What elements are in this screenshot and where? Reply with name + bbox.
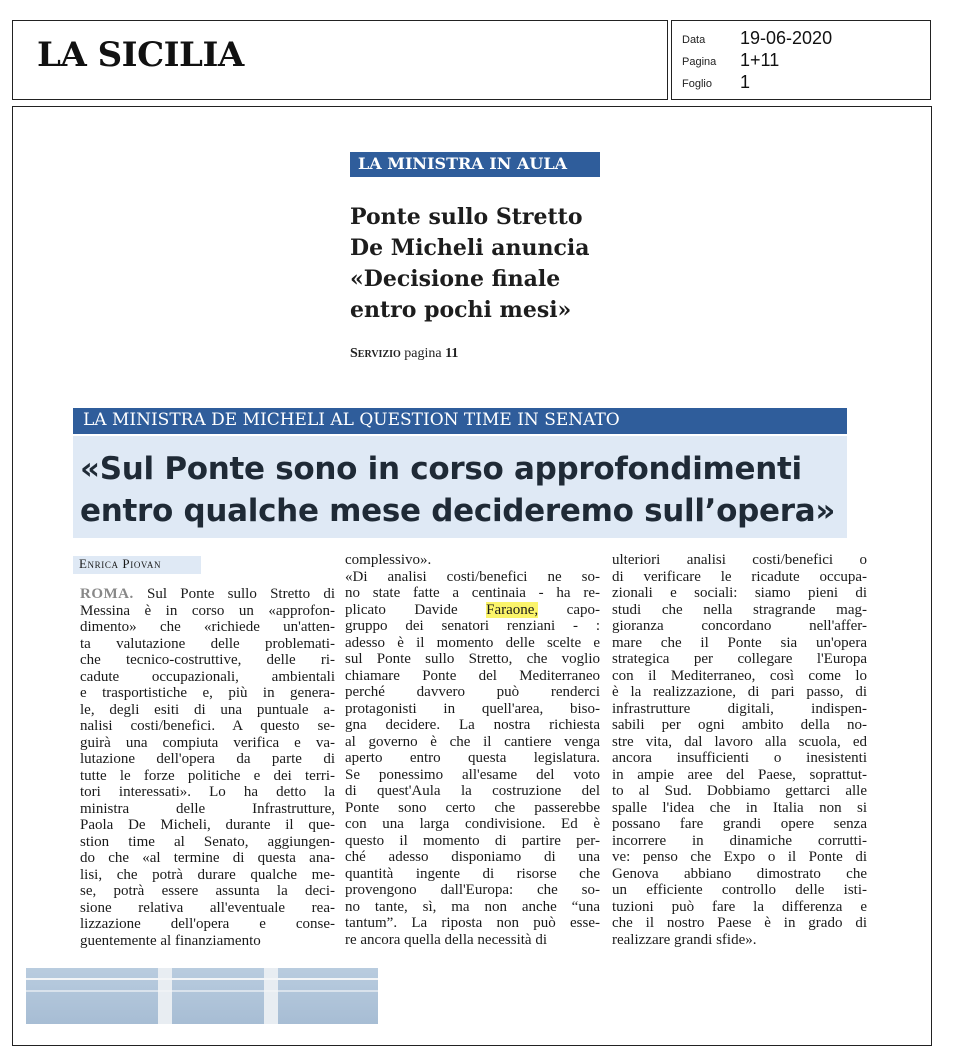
- article-headline: [80, 448, 850, 532]
- article-line: ta valutazione delle problemati-: [80, 635, 335, 652]
- article-line: Genova abbiano dimostrato che: [612, 865, 867, 882]
- headline-line: entro qualche mese decideremo sull’opera»: [80, 493, 836, 529]
- article-line: Messina è in corso un «approfon-: [80, 602, 335, 619]
- meta-date-value: 19-06-2020: [740, 28, 833, 48]
- article-line-text: plicato Davide: [345, 601, 487, 618]
- article-line: to al Sud. Dobbiamo gettarci alle: [612, 783, 867, 799]
- article-line: ancora insufficienti o inesistenti: [612, 750, 867, 766]
- article-line: adesso è il momento delle scelte e: [345, 634, 600, 651]
- meta-date-label: Data: [682, 34, 706, 46]
- article-line: tantum”. La riposta non può esse-: [345, 915, 600, 931]
- article-line: nalisi costi/benefici. A questo se-: [80, 718, 335, 734]
- meta-sheet-value: 1: [740, 72, 751, 92]
- article-line: sabili per ogni ambito della no-: [612, 717, 867, 733]
- author-byline: Enrica Piovan: [73, 556, 201, 574]
- article-line: sul Ponte sullo Stretto, che voglio: [345, 651, 600, 667]
- masthead-logo: LA SICILIA: [37, 35, 244, 75]
- article-line: [80, 586, 335, 603]
- article-line: mare che il Ponte sia un'opera: [612, 634, 867, 651]
- article-line: stre vita, dal lavoro alla scuola, ed: [612, 733, 867, 750]
- article-column-1: [80, 586, 335, 949]
- servizio-word: Servizio: [350, 346, 401, 361]
- article-line: guirà una compiuta verifica e va-: [80, 734, 335, 751]
- front-title: [350, 202, 650, 326]
- photo-cable: [26, 978, 378, 980]
- meta-page-value: 1+11: [740, 50, 780, 70]
- article-line: re ancora quella della necessità di: [345, 931, 547, 948]
- article-line: tutte le forze politiche e dei terri-: [80, 767, 335, 784]
- highlighted-name: Faraone,: [486, 601, 539, 618]
- article-line: incorrere in dinamiche corrutti-: [612, 832, 867, 849]
- front-kicker: LA MINISTRA IN AULA: [350, 152, 600, 177]
- article-line: realizzare grandi sfide».: [612, 931, 757, 948]
- article-line: gruppo dei senatori renziani - :: [345, 618, 600, 634]
- article-line: protagonisti in quell'area, biso-: [345, 700, 600, 717]
- servizio-page-number: 11: [445, 346, 459, 361]
- article-line: spalle l'idea che in Italia non si: [612, 799, 867, 816]
- photo-cable: [26, 990, 378, 992]
- article-line: stion time al Senato, aggiungen-: [80, 833, 335, 850]
- article-line: e trasportistiche e, più in genera-: [80, 685, 335, 701]
- masthead-box: [12, 20, 668, 100]
- servizio-page-word: pagina: [404, 346, 442, 361]
- article-line: guentemente al finanziamento: [80, 932, 261, 949]
- article-line: ministra delle Infrastrutture,: [80, 800, 335, 817]
- article-line: [345, 602, 600, 619]
- article-line: tuzioni può fare la differenza e: [612, 898, 867, 915]
- front-title-line: entro pochi mesi»: [350, 297, 572, 323]
- article-line: no state fatte a centinaia - ha re-: [345, 585, 600, 601]
- photo-pylon: [158, 968, 172, 1024]
- article-line: zionali e sociali: siamo pieni di: [612, 585, 867, 601]
- article-line: Ponte sono certo che passerebbe: [345, 799, 600, 816]
- article-line: gioranza concordano nell'affer-: [612, 618, 867, 634]
- article-line-text: Sul Ponte sullo Stretto di: [133, 586, 335, 602]
- article-line: Se ponessimo all'esame del voto: [345, 766, 600, 783]
- article-line: lutazione dell'opera da parte di: [80, 751, 335, 767]
- article-column-2: [345, 552, 600, 948]
- front-title-line: De Micheli anuncia: [350, 235, 590, 261]
- article-line: con una larga condivisione. Ed è: [345, 816, 600, 832]
- article-line: in ampie aree del Paese, soprattut-: [612, 766, 867, 783]
- article-line: se, potrà essere assunta la deci-: [80, 883, 335, 899]
- article-line: chiamare Ponte del Mediterraneo: [345, 667, 600, 684]
- article-line: Paola De Micheli, durante il que-: [80, 817, 335, 833]
- dateline: ROMA.: [80, 586, 134, 602]
- article-column-3: [612, 552, 867, 948]
- bridge-photo: [26, 968, 378, 1024]
- article-line: dimento» che «richiede un'atten-: [80, 619, 335, 635]
- article-line: lisi, che potrà durare qualche me-: [80, 866, 335, 883]
- article-line: possano fare grandi opere senza: [612, 816, 867, 832]
- article-line: di quest'Aula la costruzione del: [345, 783, 600, 799]
- article-line: le, degli esiti di una puntuale a-: [80, 701, 335, 718]
- front-title-line: Ponte sullo Stretto: [350, 204, 583, 230]
- publication-meta: [671, 20, 931, 100]
- article-line: che tecnico-costruttive, delle ri-: [80, 652, 335, 668]
- article-line: ve: penso che Expo o il Ponte di: [612, 849, 867, 865]
- article-line: quantità ingente di risorse che: [345, 865, 600, 882]
- article-line: lizzazione dell'opera e conse-: [80, 916, 335, 932]
- article-line: un efficiente controllo delle isti-: [612, 882, 867, 898]
- article-line: tori interessati». Lo ha detto la: [80, 784, 335, 800]
- article-line: ulteriori analisi costi/benefici o: [612, 552, 867, 568]
- article-line: con il Mediterraneo, così come lo: [612, 667, 867, 684]
- article-line: «Di analisi costi/benefici ne so-: [345, 568, 600, 585]
- article-line: sione relativa all'eventuale rea-: [80, 899, 335, 916]
- article-line: gna decidere. La nostra richiesta: [345, 717, 600, 733]
- article-line: do che «al termine di questa ana-: [80, 850, 335, 866]
- article-line: infrastrutture digitali, indispen-: [612, 700, 867, 717]
- article-line: al governo è che il cantiere venga: [345, 733, 600, 750]
- article-line: questo il momento di partire per-: [345, 832, 600, 849]
- article-line: di verificare le ricadute occupa-: [612, 568, 867, 585]
- page-reference: [350, 346, 458, 362]
- article-line: perché davvero può renderci: [345, 684, 600, 700]
- article-line: provengono dall'Europa: che so-: [345, 882, 600, 898]
- article-line: è la realizzazione, di pari passo, di: [612, 684, 867, 700]
- article-line: complessivo».: [345, 552, 432, 568]
- article-line: no tante, sì, ma non anche “una: [345, 898, 600, 915]
- meta-page-label: Pagina: [682, 56, 717, 68]
- headline-line: «Sul Ponte sono in corso approfondimenti: [80, 451, 802, 487]
- article-kicker: LA MINISTRA DE MICHELI AL QUESTION TIME IN SENATO: [73, 408, 847, 434]
- article-line: aperto entro questa legislatura.: [345, 750, 600, 766]
- article-line: che il nostro Paese è in grado di: [612, 915, 867, 931]
- photo-pylon: [264, 968, 278, 1024]
- front-title-line: «Decisione finale: [350, 266, 561, 292]
- article-line: strategica per collegare l'Europa: [612, 651, 867, 667]
- article-line: cadute occupazionali, ambientali: [80, 668, 335, 685]
- meta-sheet-label: Foglio: [682, 78, 712, 90]
- article-line: studi che nella stragrande mag-: [612, 601, 867, 618]
- article-line-text: capo-: [538, 601, 600, 618]
- article-line: ché adesso disponiamo di una: [345, 849, 600, 865]
